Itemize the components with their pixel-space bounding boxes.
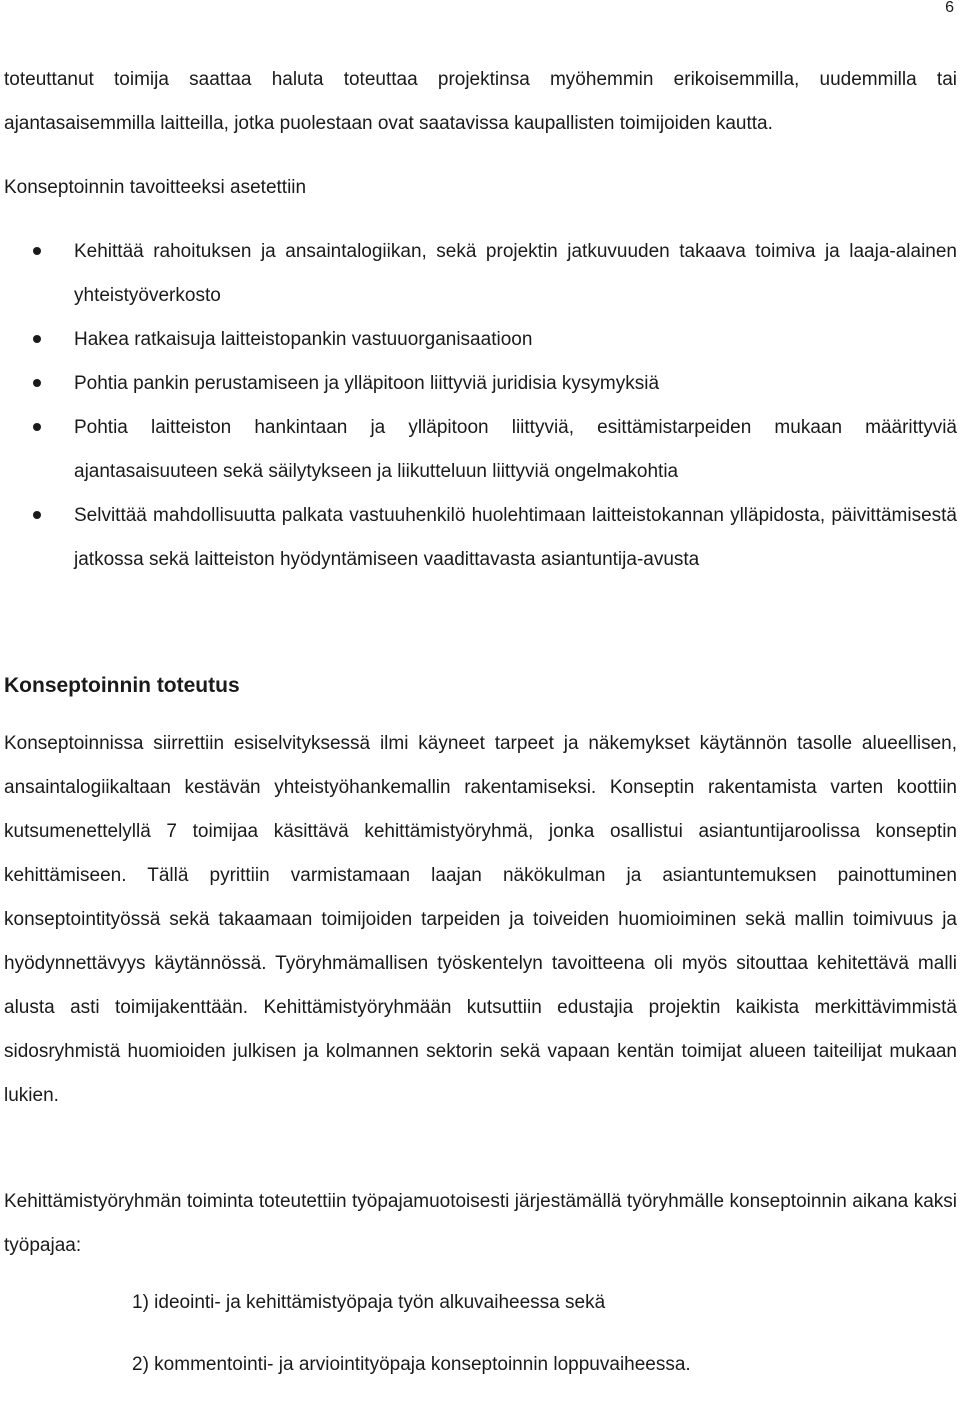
list-item <box>0 230 957 318</box>
list-item-text: Pohtia pankin perustamiseen ja ylläpitoon liittyviä juridisia kysymyksiä <box>74 373 660 394</box>
bullet-icon <box>33 511 41 519</box>
bullet-icon <box>33 423 41 431</box>
continuation-paragraph: toteuttanut toimija saattaa haluta toteuttaa projektinsa myöhemmin erikoisemmilla, uudemmilla tai ajantasaisemmilla laitteilla, jotka puolestaan ovat saatavissa kaupallisten toimijoiden kautta. <box>4 69 957 134</box>
list-item-text: Hakea ratkaisuja laitteistopankin vastuuorganisaatioon <box>74 329 533 350</box>
list-item-text: Selvittää mahdollisuutta palkata vastuuhenkilö huolehtimaan laitteistokannan ylläpidosta, päivittämisestä jatkossa sekä laitteiston hyödyntämiseen vaadittavasta asiantuntija-avusta <box>74 505 957 570</box>
page-number: 6 <box>945 0 954 16</box>
list-item-text: Pohtia laitteiston hankintaan ja ylläpitoon liittyviä, esittämistarpeiden mukaan määrittyviä ajantasaisuuteen sekä säilytykseen ja liikutteluun liittyviä ongelmakohtia <box>74 417 957 482</box>
list-item <box>0 362 957 406</box>
bullet-icon <box>33 379 41 387</box>
list-item-text: Kehittää rahoituksen ja ansaintalogiikan, sekä projektin jatkuvuuden takaava toimiva ja laaja-alainen yhteistyöverkosto <box>74 241 957 306</box>
list-item: 1) ideointi- ja kehittämistyöpaja työn alkuvaiheessa sekä <box>132 1292 606 1313</box>
bullet-icon <box>33 247 41 255</box>
implementation-paragraph: Konseptoinnissa siirrettiin esiselvityksessä ilmi käyneet tarpeet ja näkemykset käytännön tasolle alueellisen, ansaintalogiikaltaan kestävän yhteistyöhankemallin rakentamiseksi. Konseptin rakentamista varten koottiin kutsumenettelyllä 7 toimijaa käsittävä kehittämistyöryhmä, jonka osallistui asiantuntijaroolissa konseptin kehittämiseen. Tällä pyrittiin varmistamaan laajan näkökulman ja asiantuntemuksen painottuminen konseptointityössä sekä takaamaan toimijoiden tarpeiden ja toiveiden huomioiminen sekä mallin toimivuus ja hyödynnettävyys käytännössä. Työryhmämallisen työskentelyn tavoitteena oli myös sitouttaa kehitettävä malli alusta asti toimijakenttään. Kehittämistyöryhmään kutsuttiin edustajia projektin kaikista merkittävimmistä sidosryhmistä huomioiden julkisen ja kolmannen sektorin sekä vapaan kentän toimijat alueen taiteilijat mukaan lukien. <box>4 733 957 1106</box>
list-item: 2) kommentointi- ja arviointityöpaja konseptoinnin loppuvaiheessa. <box>132 1354 691 1375</box>
goals-intro-paragraph: Konseptoinnin tavoitteeksi asetettiin <box>4 177 307 198</box>
list-item <box>0 318 957 362</box>
workshops-intro-paragraph: Kehittämistyöryhmän toiminta toteutettiin työpajamuotoisesti järjestämällä työryhmälle konseptoinnin aikana kaksi työpajaa: <box>4 1191 957 1256</box>
list-item <box>0 494 957 582</box>
goals-bullet-list <box>0 230 960 582</box>
list-item <box>0 406 957 494</box>
workshops-numbered-list <box>132 1287 691 1411</box>
bullet-icon <box>33 335 41 343</box>
section-heading: Konseptoinnin toteutus <box>4 674 240 697</box>
